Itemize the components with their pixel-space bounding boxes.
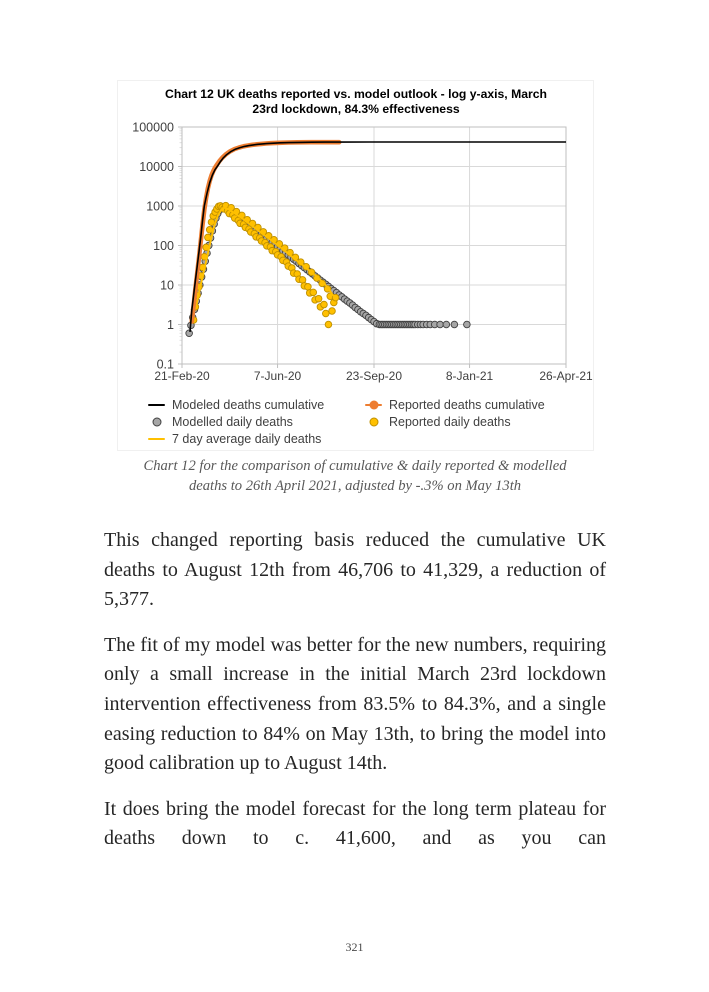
svg-text:100000: 100000 bbox=[132, 120, 174, 135]
chart-figure bbox=[117, 80, 594, 451]
body-text bbox=[104, 526, 606, 870]
page-number: 321 bbox=[345, 940, 364, 954]
gray-dot-icon bbox=[148, 414, 165, 430]
figure-caption-line1: Chart 12 for the comparison of cumulative & daily reported & modelled bbox=[143, 458, 567, 474]
svg-text:7-Jun-20: 7-Jun-20 bbox=[253, 369, 302, 383]
svg-text:8-Jan-21: 8-Jan-21 bbox=[445, 369, 494, 383]
svg-text:0.1: 0.1 bbox=[156, 357, 174, 372]
black-line-icon bbox=[148, 397, 165, 413]
svg-text:1000: 1000 bbox=[146, 199, 174, 214]
paragraph: The fit of my model was better for the new numbers, requiring only a small increase in the initial March 23rd lockdown intervention effectiveness from 83.5% to 84.3%, and a single easing reduction to 84% on May 13th, to bring the model into good calibration up to August 14th. bbox=[104, 633, 606, 775]
chart-title-line1: Chart 12 UK deaths reported vs. model outlook - log y-axis, March bbox=[165, 87, 547, 101]
paragraph: It does bring the model forecast for the long term plateau for deaths down to c. 41,600, and as you can bbox=[104, 797, 606, 850]
svg-text:100: 100 bbox=[153, 239, 174, 253]
legend-item-modelled-daily bbox=[148, 414, 293, 430]
yellow-line-icon bbox=[148, 431, 165, 447]
chart-title-line2: 23rd lockdown, 84.3% effectiveness bbox=[252, 102, 460, 116]
legend-item-7day-average bbox=[148, 431, 321, 447]
svg-text:21-Feb-20: 21-Feb-20 bbox=[154, 369, 210, 383]
paragraph: This changed reporting basis reduced the cumulative UK deaths to August 12th from 46,706 to 41,329, a reduction of 5,377. bbox=[104, 529, 606, 611]
legend-label: Modelled daily deaths bbox=[172, 415, 293, 429]
svg-text:10: 10 bbox=[160, 278, 174, 293]
figure-caption bbox=[104, 456, 606, 496]
legend-item-reported-cumulative bbox=[365, 397, 545, 413]
legend-item-reported-daily bbox=[365, 414, 511, 430]
legend-label: Modeled deaths cumulative bbox=[172, 398, 325, 412]
svg-text:10000: 10000 bbox=[139, 160, 174, 174]
legend-label: 7 day average daily deaths bbox=[172, 432, 322, 446]
yellow-dot-icon bbox=[365, 414, 382, 430]
svg-text:23-Sep-20: 23-Sep-20 bbox=[345, 369, 403, 383]
legend-item-modeled-cumulative bbox=[148, 397, 324, 413]
legend-label: Reported daily deaths bbox=[389, 415, 511, 429]
legend-label: Reported deaths cumulative bbox=[389, 398, 545, 412]
figure-caption-line2: deaths to 26th April 2021, adjusted by -.3% on May 13th bbox=[188, 478, 522, 494]
svg-text:1: 1 bbox=[167, 318, 174, 332]
orange-line-dot-icon bbox=[365, 397, 382, 413]
svg-text:26-Apr-21: 26-Apr-21 bbox=[539, 369, 593, 383]
